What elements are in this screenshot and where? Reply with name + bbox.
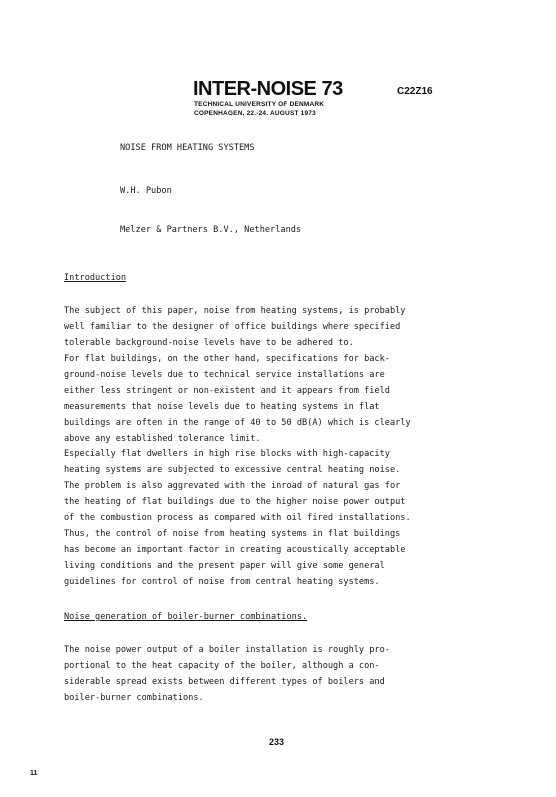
body-line: siderable spread exists between different types of boilers and [64, 677, 385, 687]
body-line: The noise power output of a boiler installation is roughly pro- [64, 645, 390, 655]
university-line: TECHNICAL UNIVERSITY OF DENMARK [194, 101, 325, 108]
conference-title: INTER-NOISE 73 [193, 78, 343, 100]
body-line: Thus, the control of noise from heating systems in flat buildings [64, 529, 401, 539]
author-name: W.H. Pubon [120, 186, 172, 196]
body-line: guidelines for control of noise from central heating systems. [64, 577, 380, 587]
body-line: of the combustion process as compared with oil fired installations. [64, 513, 411, 523]
author-affiliation: Melzer & Partners B.V., Netherlands [120, 225, 302, 235]
corner-mark: 11 [30, 770, 38, 777]
body-line: well familiar to the designer of office buildings where specified [64, 322, 401, 332]
section-heading-noise-generation: Noise generation of boiler-burner combinations. [64, 612, 308, 622]
body-line: measurements that noise levels due to heating systems in flat [64, 402, 380, 412]
body-line: The problem is also aggrevated with the inroad of natural gas for [64, 481, 401, 491]
body-line: portional to the heat capacity of the boiler, although a con- [64, 661, 380, 671]
paper-code: C22Z16 [397, 86, 433, 97]
body-line: the heating of flat buildings due to the higher noise power output [64, 497, 406, 507]
body-line: ground-noise levels due to technical service installations are [64, 370, 385, 380]
body-line: For flat buildings, on the other hand, specifications for back- [64, 354, 390, 364]
body-line: living conditions and the present paper will give some general [64, 561, 385, 571]
body-line: has become an important factor in creating acoustically acceptable [64, 545, 406, 555]
location-date-line: COPENHAGEN, 22.-24. AUGUST 1973 [194, 110, 316, 117]
body-line: heating systems are subjected to excessive central heating noise. [64, 465, 401, 475]
body-line: The subject of this paper, noise from heating systems, is probably [64, 306, 406, 316]
body-line: boiler-burner combinations. [64, 693, 204, 703]
body-line: buildings are often in the range of 40 to 50 dB(A) which is clearly [64, 418, 411, 428]
body-line: above any established tolerance limit. [64, 434, 261, 444]
body-line: Especially flat dwellers in high rise blocks with high-capacity [64, 449, 390, 459]
section-heading-introduction: Introduction [64, 273, 127, 283]
body-line: tolerable background-noise levels have to be adhered to. [64, 338, 354, 348]
body-line: either less stringent or non-existent and it appears from field [64, 386, 390, 396]
paper-title: NOISE FROM HEATING SYSTEMS [120, 143, 255, 153]
page-number: 233 [269, 737, 285, 747]
